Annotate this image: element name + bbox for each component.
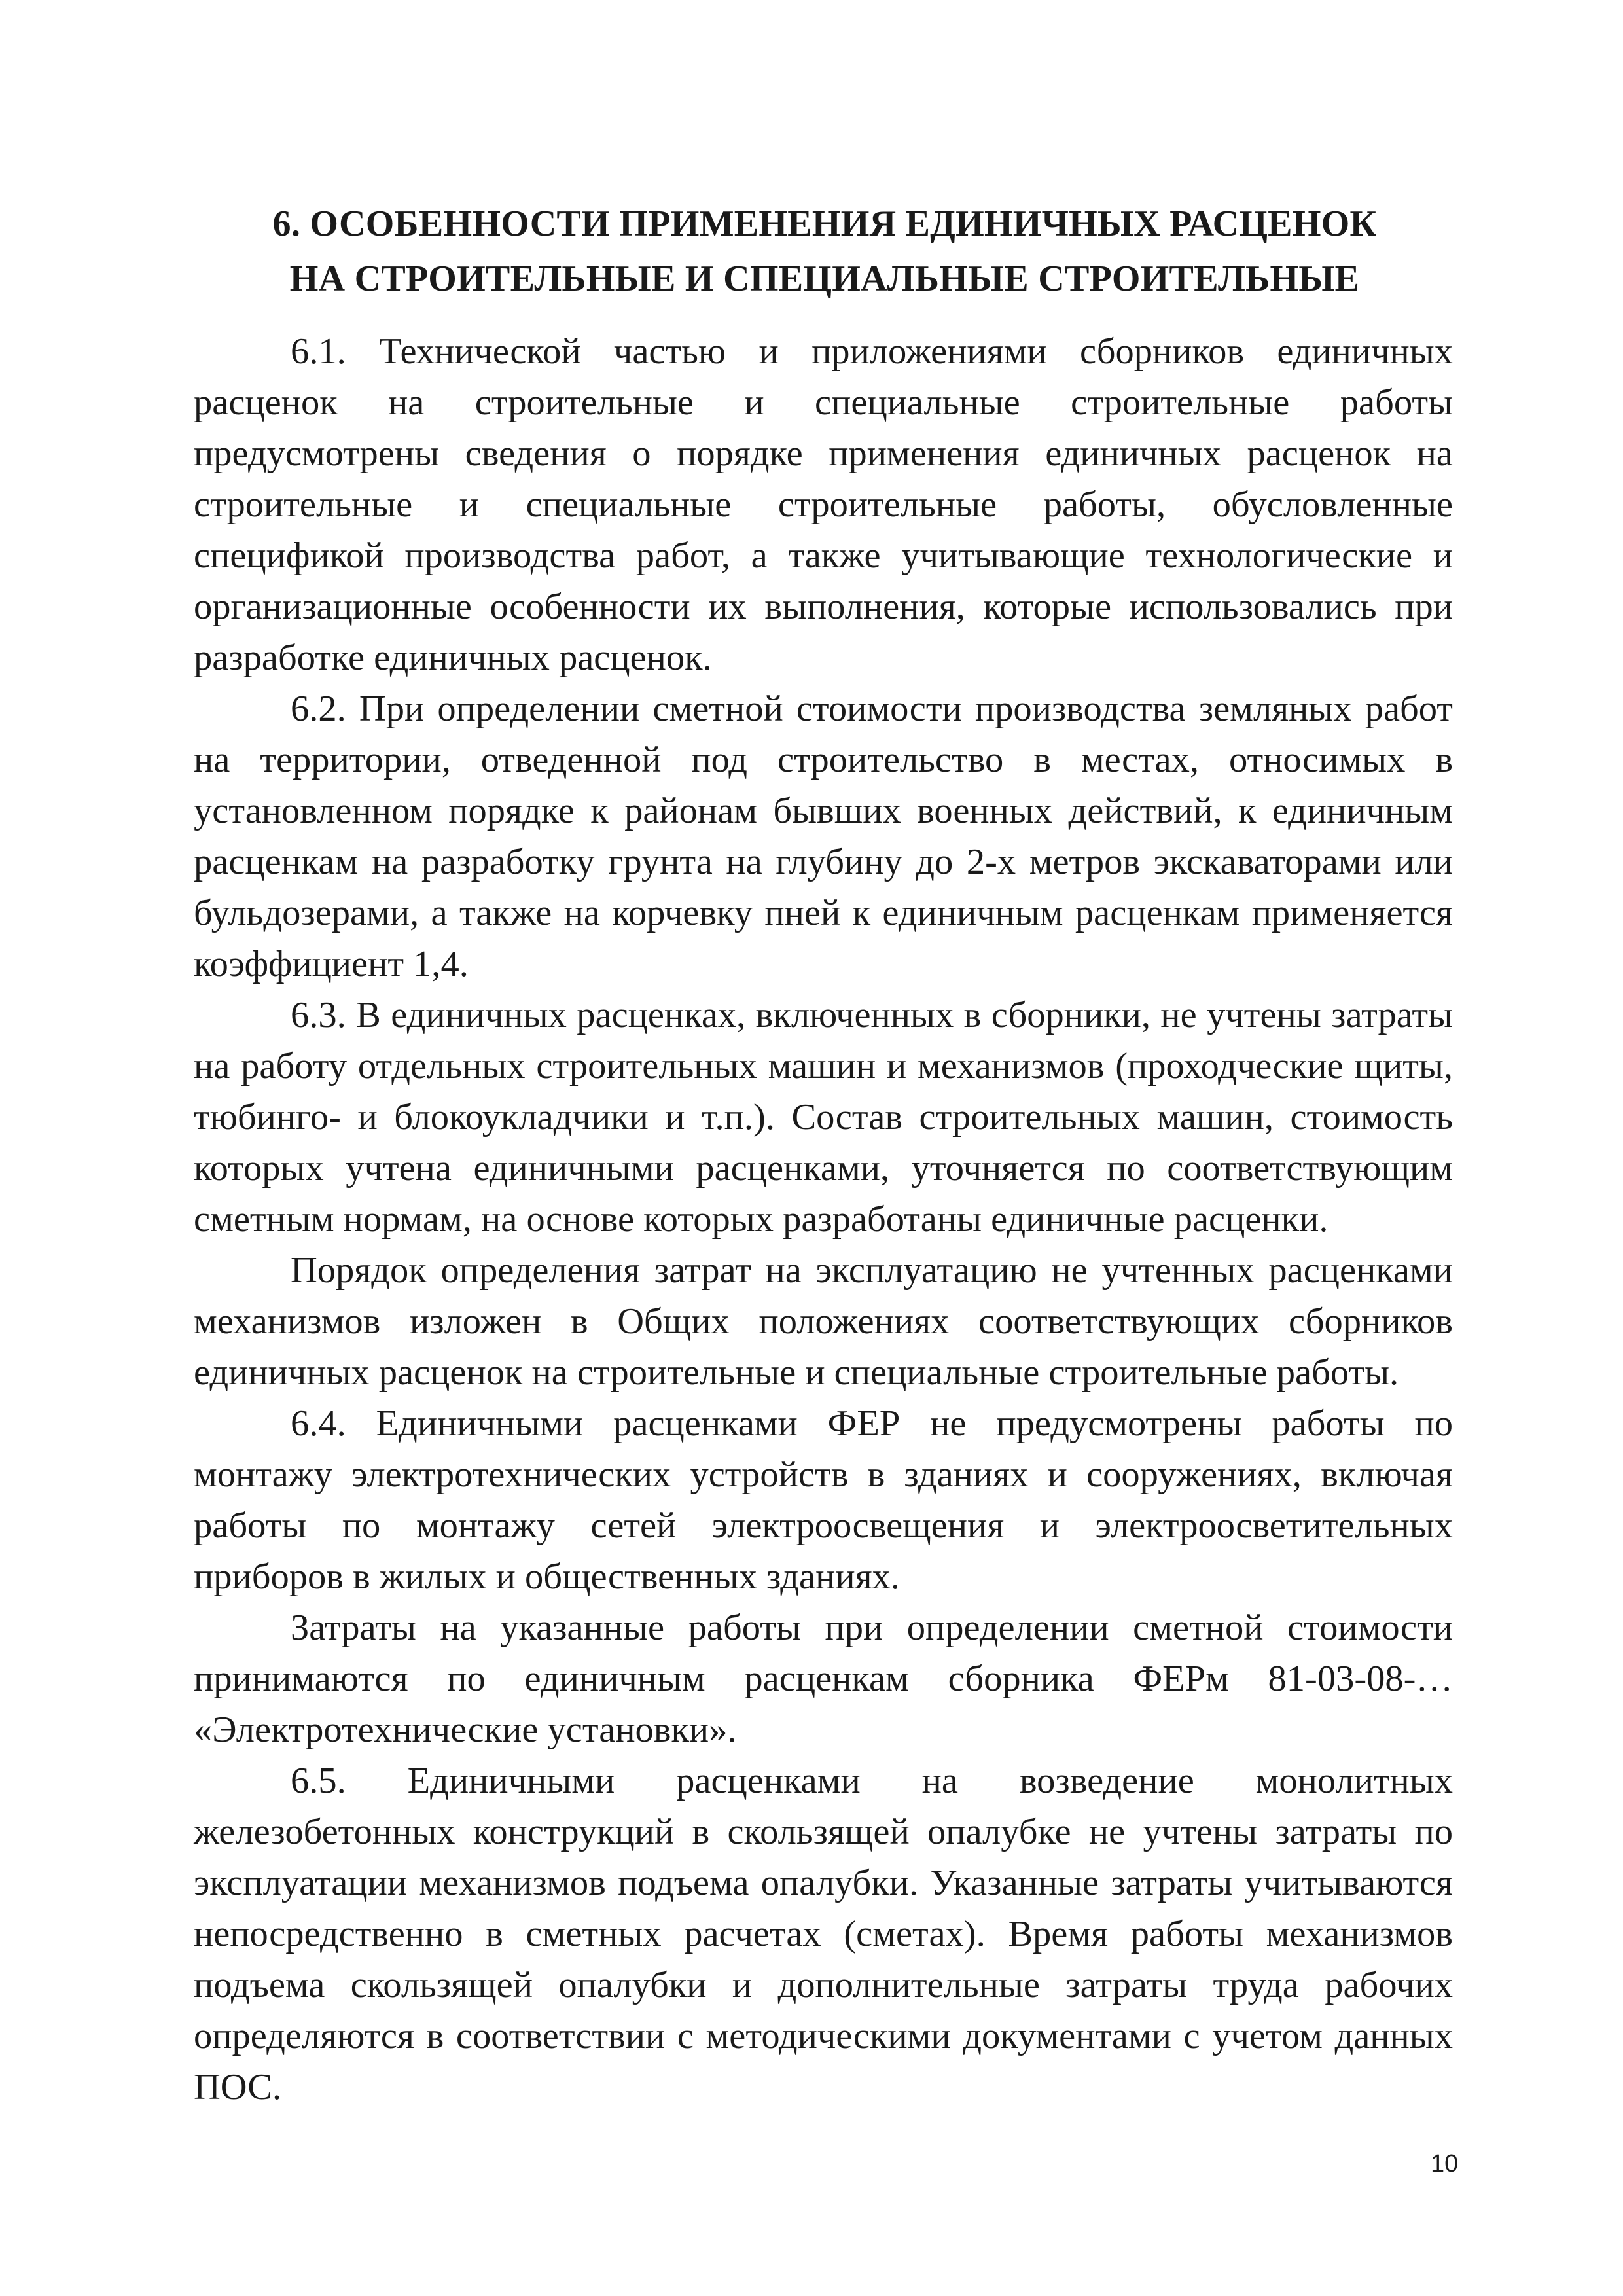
section-heading-line-1: 6. ОСОБЕННОСТИ ПРИМЕНЕНИЯ ЕДИНИЧНЫХ РАСЦЕНОК xyxy=(272,204,1377,244)
paragraph-6-2: 6.2. При определении сметной стоимости производства земляных работ на территории, отведенной под строительство в местах, относимых в установленном порядке к районам бывших военных действий, к единичным расценкам на разработку грунта на глубину до 2-х метров экскаваторами или бульдозерами, а также на корчевку пней к единичным расценкам применяется коэффициент 1,4. xyxy=(194,689,1453,984)
paragraph-6-3: 6.3. В единичных расценках, включенных в сборники, не учтены затраты на работу отдельных строительных машин и механизмов (проходческие щиты, тюбинго- и блокоукладчики и т.п.). Состав строительных машин, стоимость которых учтена единичными расценками, уточняется по соответствующим сметным нормам, на основе которых разработаны единичные расценки. xyxy=(194,995,1453,1240)
page-number: 10 xyxy=(1431,2150,1459,2178)
paragraph-6-1: 6.1. Технической частью и приложениями сборников единичных расценок на строительные и специальные строительные работы предусмотрены сведения о порядке применения единичных расценок на строительные и специальные строительные работы, обусловленные спецификой производства работ, а также учитывающие технологические и организационные особенности их выполнения, которые использовались при разработке единичных расценок. xyxy=(194,331,1453,678)
paragraph-6-5: 6.5. Единичными расценками на возведение монолитных железобетонных конструкций в скользящей опалубке не учтены затраты по эксплуатации механизмов подъема опалубки. Указанные затраты учитываются непосредственно в сметных расчетах (сметах). Время работы механизмов подъема скользящей опалубки и дополнительные затраты труда рабочих определяются в соответствии с методическими документами с учетом данных ПОС. xyxy=(194,1761,1453,2108)
paragraph-6-4-costs: Затраты на указанные работы при определении сметной стоимости принимаются по единичным расценкам сборника ФЕРм 81-03-08-… «Электротехнические установки». xyxy=(194,1607,1453,1750)
paragraph-6-4: 6.4. Единичными расценками ФЕР не предусмотрены работы по монтажу электротехнических устройств в зданиях и сооружениях, включая работы по монтажу сетей электроосвещения и электроосветительных приборов в жилых и общественных зданиях. xyxy=(194,1403,1453,1597)
paragraph-6-3-mechanisms: Порядок определения затрат на эксплуатацию не учтенных расценками механизмов изложен в Общих положениях соответствующих сборников единичных расценок на строительные и специальные строительные работы. xyxy=(194,1250,1453,1393)
section-heading-line-2: НА СТРОИТЕЛЬНЫЕ И СПЕЦИАЛЬНЫЕ СТРОИТЕЛЬНЫЕ xyxy=(289,259,1360,299)
body-text xyxy=(194,326,1453,2113)
section-heading xyxy=(196,196,1453,306)
